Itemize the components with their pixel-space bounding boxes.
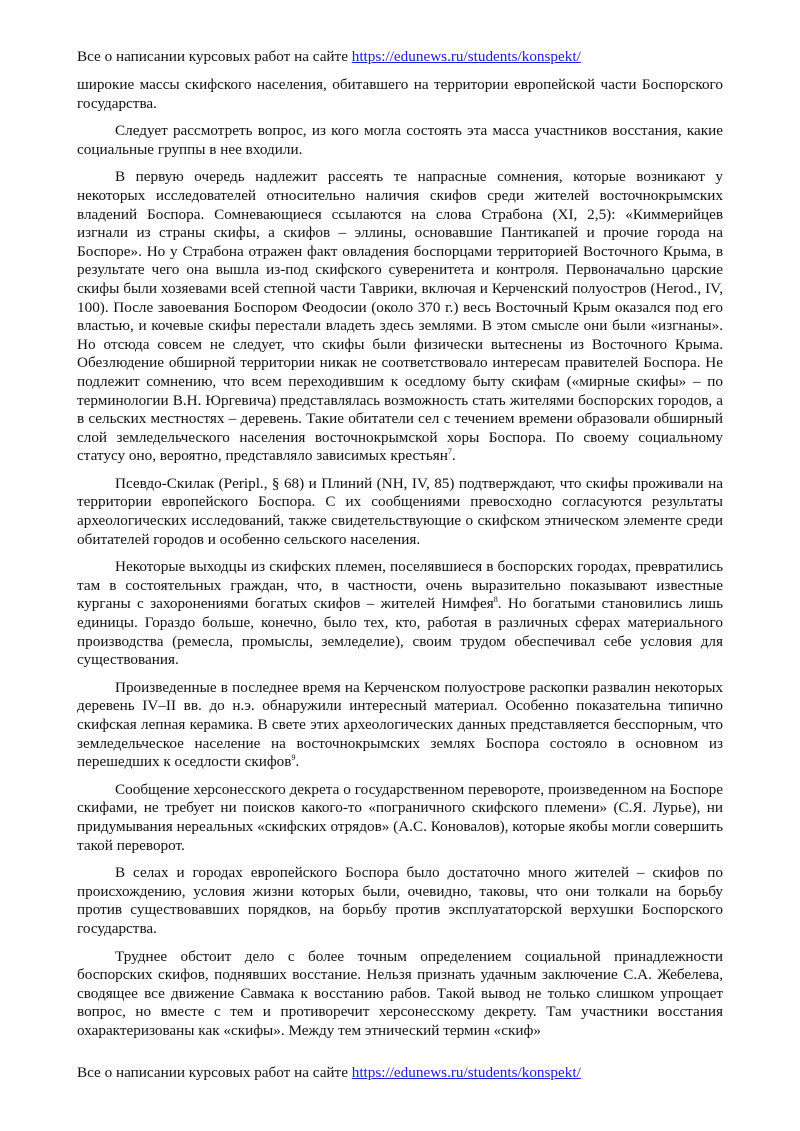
footer-link[interactable]: https://edunews.ru/students/konspekt/ — [351, 1064, 581, 1081]
document-page — [77, 0, 723, 1131]
footnote-ref-9: 9 — [291, 753, 296, 763]
paragraph-7: Сообщение херсонесского декрета о государственном перевороте, произведенном на Боспоре скифами, не требует ни поисков какого-то «пограничного скифского племени» (С.Я. Лурье), ни придумывания нереальных «скифских отрядов» (А.С. Коновалов), которые якобы могли совершить такой переворот. — [77, 780, 723, 854]
footer-text: Все о написании курсовых работ на сайте — [77, 1064, 352, 1081]
paragraph-4: Псевдо-Скилак (Peripl., § 68) и Плиний (NH, IV, 85) подтверждают, что скифы проживали на территории европейского Боспора. С их сообщениями превосходно согласуются результаты археологических исследований, также свидетельствующие о скифском этническом элементе среди обитателей городов и особенно сельского населения. — [77, 474, 723, 548]
footnote-ref-7: 7 — [447, 447, 452, 457]
footnote-ref-8: 8 — [493, 595, 498, 605]
page-footer — [77, 1064, 723, 1083]
document-body — [77, 76, 723, 1050]
paragraph-9: Труднее обстоит дело с более точным определением социальной принадлежности боспорских скифов, поднявших восстание. Нельзя признать удачным заключение С.А. Жебелева, сводящее все движение Савмака к восстанию рабов. Такой вывод не только слишком упрощает вопрос, но вместе с тем и противоречит херсонесскому декрету. Там участники восстания охарактеризованы как «скифы». Между тем этнический термин «скиф» — [77, 947, 723, 1039]
header-text: Все о написании курсовых работ на сайте — [77, 48, 352, 65]
page-header — [77, 48, 723, 67]
paragraph-2: Следует рассмотреть вопрос, из кого могла состоять эта масса участников восстания, какие социальные группы в нее входили. — [77, 122, 723, 158]
paragraph-3: В первую очередь надлежит рассеять те напрасные сомнения, которые возникают у некоторых исследователей относительно наличия скифов среди жителей восточнокрымских владений Боспора. Сомневающиеся ссылаются на слова Страбона (XI, 2,5): «Киммерийцев изгнали из страны скифы, а скифов – эллины, основавшие Пантикапей и прочие города на Боспоре». Но у Страбона отражен факт овладения боспорцами территорией Восточного Крыма, в результате чего она вышла из-под скифского суверенитета и контроля. Первоначально царские скифы были хозяевами всей степной части Таврики, включая и Керченский полуостров (Herod., IV, 100). После завоевания Боспором Феодосии (около 370 г.) весь Восточный Крым оказался под его властью, и кочевые скифы перестали владеть здесь землями. В этом смысле они были «изгнаны». Но отсюда совсем не следует, что скифы были физически вытеснены из Восточного Крыма. Обезлюдение обширной территории никак не соответствовало интересам правителей Боспора. Не подлежит сомнению, что всем переходившим к оседлому быту скифам («мирные скифы» – по терминологии В.Н. Юргевича) представлялась возможность стать жителями боспорских городов, а в сельских местностях – деревень. Такие обитатели сел с течением времени образовали обширный слой земледельческого населения восточнокрымской хоры Боспора. По своему социальному статусу оно, вероятно, представляло зависимых крестьян$^7$. — [77, 168, 723, 465]
header-link[interactable]: https://edunews.ru/students/konspekt/ — [351, 48, 581, 65]
paragraph-5: Некоторые выходцы из скифских племен, поселявшиеся в боспорских городах, превратились там в состоятельных граждан, что, в частности, очень выразительно показывают известные курганы с захоронениями богатых скифов – жителей Нимфея$^8$. Но богатыми становились лишь единицы. Гораздо больше, конечно, было тех, кто, работая в различных сферах материального производства (ремесла, промыслы, земледелие), своим трудом обеспечивал себе условия для существования. — [77, 558, 723, 669]
paragraph-8: В селах и городах европейского Боспора было достаточно много жителей – скифов по происхождению, условия жизни которых были, очевидно, таковы, что они толкали на борьбу против существовавших порядков, на борьбу против эксплуататорской верхушки Боспорского государства. — [77, 864, 723, 937]
paragraph-6: Произведенные в последнее время на Керченском полуострове раскопки развалин некоторых деревень IV–II вв. до н.э. обнаружили интересный материал. Особенно показательна типично скифская лепная керамика. В свете этих археологических данных представляется бесспорным, что земледельческое население на восточнокрымских землях Боспора состояло в основном из перешедших к оседлости скифов$^9$. — [77, 678, 723, 771]
paragraph-1: широкие массы скифского населения, обитавшего на территории европейской части Боспорского государства. — [77, 76, 723, 112]
